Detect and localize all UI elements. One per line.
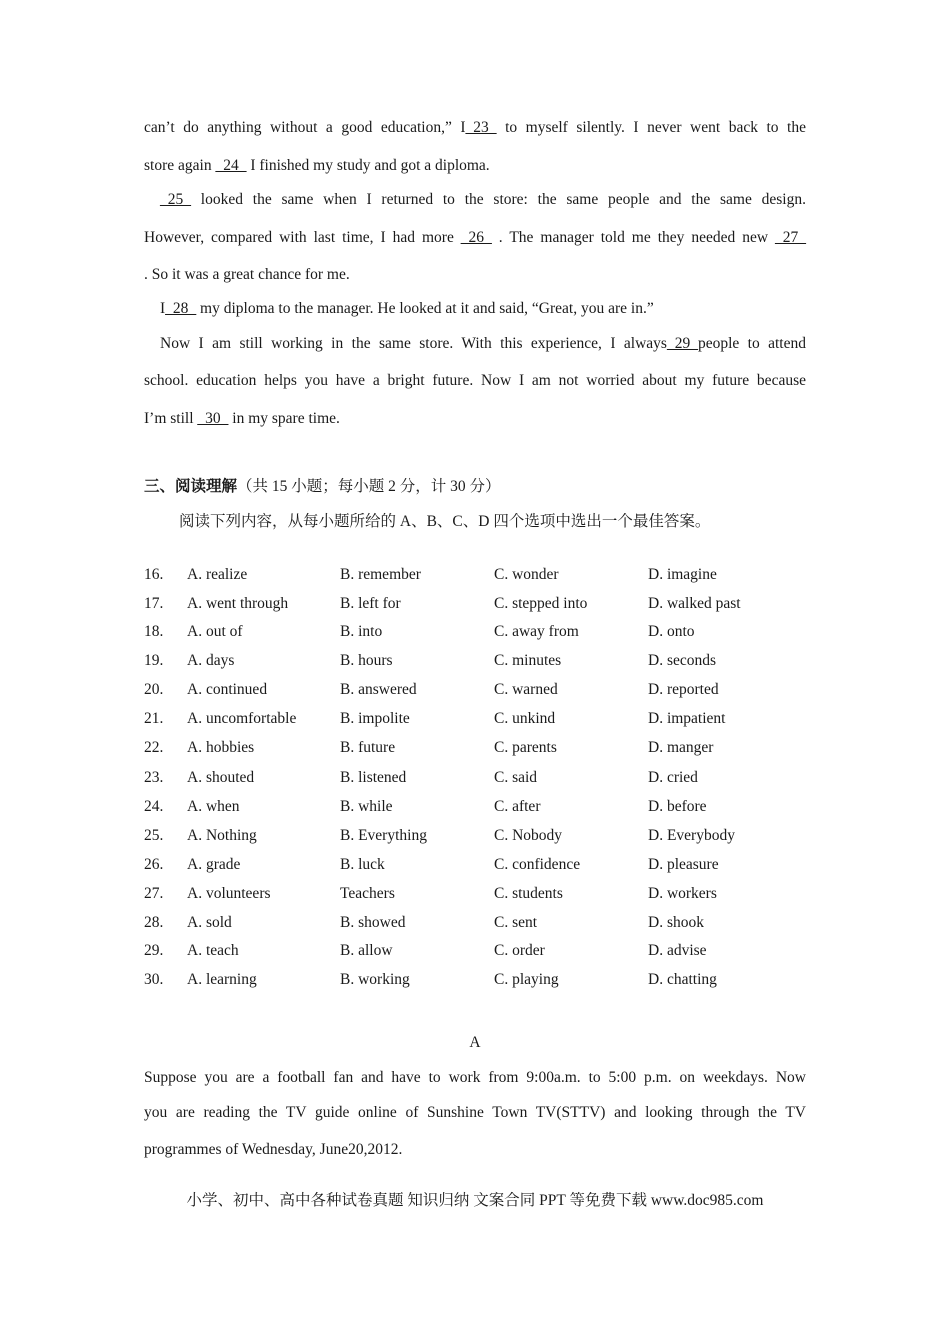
passage-line: I_28_ my diploma to the manager. He looked at it and said, “Great, you are in.” <box>160 300 654 317</box>
option-a: A. when <box>187 798 240 815</box>
option-a: A. learning <box>187 971 257 988</box>
section-note: （共 15 小题；每小题 2 分，计 30 分） <box>237 478 501 495</box>
question-number: 30. <box>144 971 164 988</box>
question-number: 29. <box>144 942 164 959</box>
option-b: Teachers <box>340 885 395 902</box>
option-c: C. stepped into <box>494 595 588 612</box>
option-a: A. grade <box>187 856 241 873</box>
option-b: B. into <box>340 623 383 640</box>
reading-line: you are reading the TV guide online of Sunshine Town TV(STTV) and looking through the TV <box>144 1104 806 1121</box>
option-d: D. seconds <box>648 652 717 669</box>
question-number: 27. <box>144 885 164 902</box>
passage-line: school. education helps you have a bright future. Now I am not worried about my future because <box>144 372 806 389</box>
question-number: 26. <box>144 856 164 873</box>
option-row <box>144 883 806 905</box>
option-b: B. future <box>340 739 396 756</box>
blank-25: _25_ <box>160 191 191 208</box>
option-row <box>144 621 806 643</box>
option-a: A. went through <box>187 595 289 612</box>
option-c: C. unkind <box>494 710 556 727</box>
option-d: D. workers <box>648 885 717 902</box>
option-d: D. before <box>648 798 707 815</box>
question-number: 18. <box>144 623 164 640</box>
reading-line: programmes of Wednesday, June20,2012. <box>144 1141 403 1158</box>
option-row <box>144 737 806 759</box>
passage-line: . So it was a great chance for me. <box>144 266 350 283</box>
option-a: A. Nothing <box>187 827 257 844</box>
option-b: B. answered <box>340 681 417 698</box>
option-d: D. advise <box>648 942 707 959</box>
option-d: D. shook <box>648 914 704 931</box>
option-d: D. onto <box>648 623 695 640</box>
option-d: D. impatient <box>648 710 726 727</box>
section-heading <box>144 477 501 497</box>
option-b: B. allow <box>340 942 393 959</box>
question-number: 22. <box>144 739 164 756</box>
option-a: A. realize <box>187 566 248 583</box>
blank-29: _29_ <box>666 335 698 352</box>
option-row <box>144 650 806 672</box>
option-d: D. cried <box>648 769 698 786</box>
option-b: B. luck <box>340 856 385 873</box>
option-a: A. shouted <box>187 769 255 786</box>
option-row <box>144 796 806 818</box>
option-a: A. uncomfortable <box>187 710 297 727</box>
question-number: 19. <box>144 652 164 669</box>
option-b: B. while <box>340 798 393 815</box>
option-a: A. out of <box>187 623 243 640</box>
option-c: C. wonder <box>494 566 559 583</box>
question-number: 16. <box>144 566 164 583</box>
section-instruction: 阅读下列内容，从每小题所给的 A、B、C、D 四个选项中选出一个最佳答案。 <box>179 513 711 530</box>
option-d: D. manger <box>648 739 714 756</box>
option-row <box>144 854 806 876</box>
option-c: C. after <box>494 798 541 815</box>
blank-27: _27_ <box>775 229 806 246</box>
option-c: C. away from <box>494 623 579 640</box>
question-number: 17. <box>144 595 164 612</box>
passage-line: can’t do anything without a good education,” I_23_ to myself silently. I never went back to the <box>144 119 806 136</box>
option-row <box>144 593 806 615</box>
option-b: B. Everything <box>340 827 427 844</box>
question-number: 23. <box>144 769 164 786</box>
option-c: C. order <box>494 942 545 959</box>
option-b: B. listened <box>340 769 407 786</box>
option-row <box>144 912 806 934</box>
option-a: A. teach <box>187 942 239 959</box>
option-d: D. reported <box>648 681 719 698</box>
option-c: C. confidence <box>494 856 581 873</box>
option-c: C. students <box>494 885 563 902</box>
option-b: B. hours <box>340 652 393 669</box>
option-c: C. sent <box>494 914 538 931</box>
option-row <box>144 564 806 586</box>
question-number: 25. <box>144 827 164 844</box>
option-c: C. said <box>494 769 538 786</box>
passage-line: However, compared with last time, I had more _26_ . The manager told me they needed new _27_ <box>144 229 806 246</box>
option-row <box>144 767 806 789</box>
blank-24: _24_ <box>215 157 247 174</box>
option-c: C. playing <box>494 971 559 988</box>
option-b: B. left for <box>340 595 401 612</box>
option-d: D. walked past <box>648 595 741 612</box>
option-b: B. impolite <box>340 710 410 727</box>
blank-23: _23_ <box>465 119 497 136</box>
blank-28: _28_ <box>165 300 197 317</box>
passage-line: Now I am still working in the same store. With this experience, I always_29_people to attend <box>160 335 806 352</box>
option-d: D. chatting <box>648 971 717 988</box>
section-title: 三、阅读理解 <box>144 478 238 495</box>
passage-line: store again _24_ I finished my study and got a diploma. <box>144 157 490 174</box>
blank-26: _26_ <box>460 229 492 246</box>
reading-line: Suppose you are a football fan and have to work from 9:00a.m. to 5:00 p.m. on weekdays. Now <box>144 1069 806 1086</box>
option-c: C. Nobody <box>494 827 563 844</box>
option-a: A. continued <box>187 681 268 698</box>
passage-line: I’m still _30_ in my spare time. <box>144 410 340 427</box>
option-d: D. imagine <box>648 566 717 583</box>
option-c: C. minutes <box>494 652 562 669</box>
question-number: 28. <box>144 914 164 931</box>
option-b: B. showed <box>340 914 406 931</box>
question-number: 21. <box>144 710 164 727</box>
option-row <box>144 969 806 991</box>
footer: 小学、初中、高中各种试卷真题 知识归纳 文案合同 PPT 等免费下载 www.doc985.com <box>186 1192 764 1209</box>
option-a: A. volunteers <box>187 885 271 902</box>
option-c: C. warned <box>494 681 558 698</box>
option-b: B. remember <box>340 566 421 583</box>
option-b: B. working <box>340 971 410 988</box>
option-a: A. sold <box>187 914 232 931</box>
passage-line: _25_ looked the same when I returned to the store: the same people and the same design. <box>160 191 806 208</box>
question-number: 20. <box>144 681 164 698</box>
option-a: A. hobbies <box>187 739 255 756</box>
reading-heading: A <box>469 1034 481 1051</box>
option-c: C. parents <box>494 739 557 756</box>
option-row <box>144 825 806 847</box>
blank-30: _30_ <box>197 410 229 427</box>
option-d: D. pleasure <box>648 856 719 873</box>
option-d: D. Everybody <box>648 827 735 844</box>
option-row <box>144 679 806 701</box>
option-row <box>144 708 806 730</box>
option-a: A. days <box>187 652 235 669</box>
question-number: 24. <box>144 798 164 815</box>
option-row <box>144 940 806 962</box>
